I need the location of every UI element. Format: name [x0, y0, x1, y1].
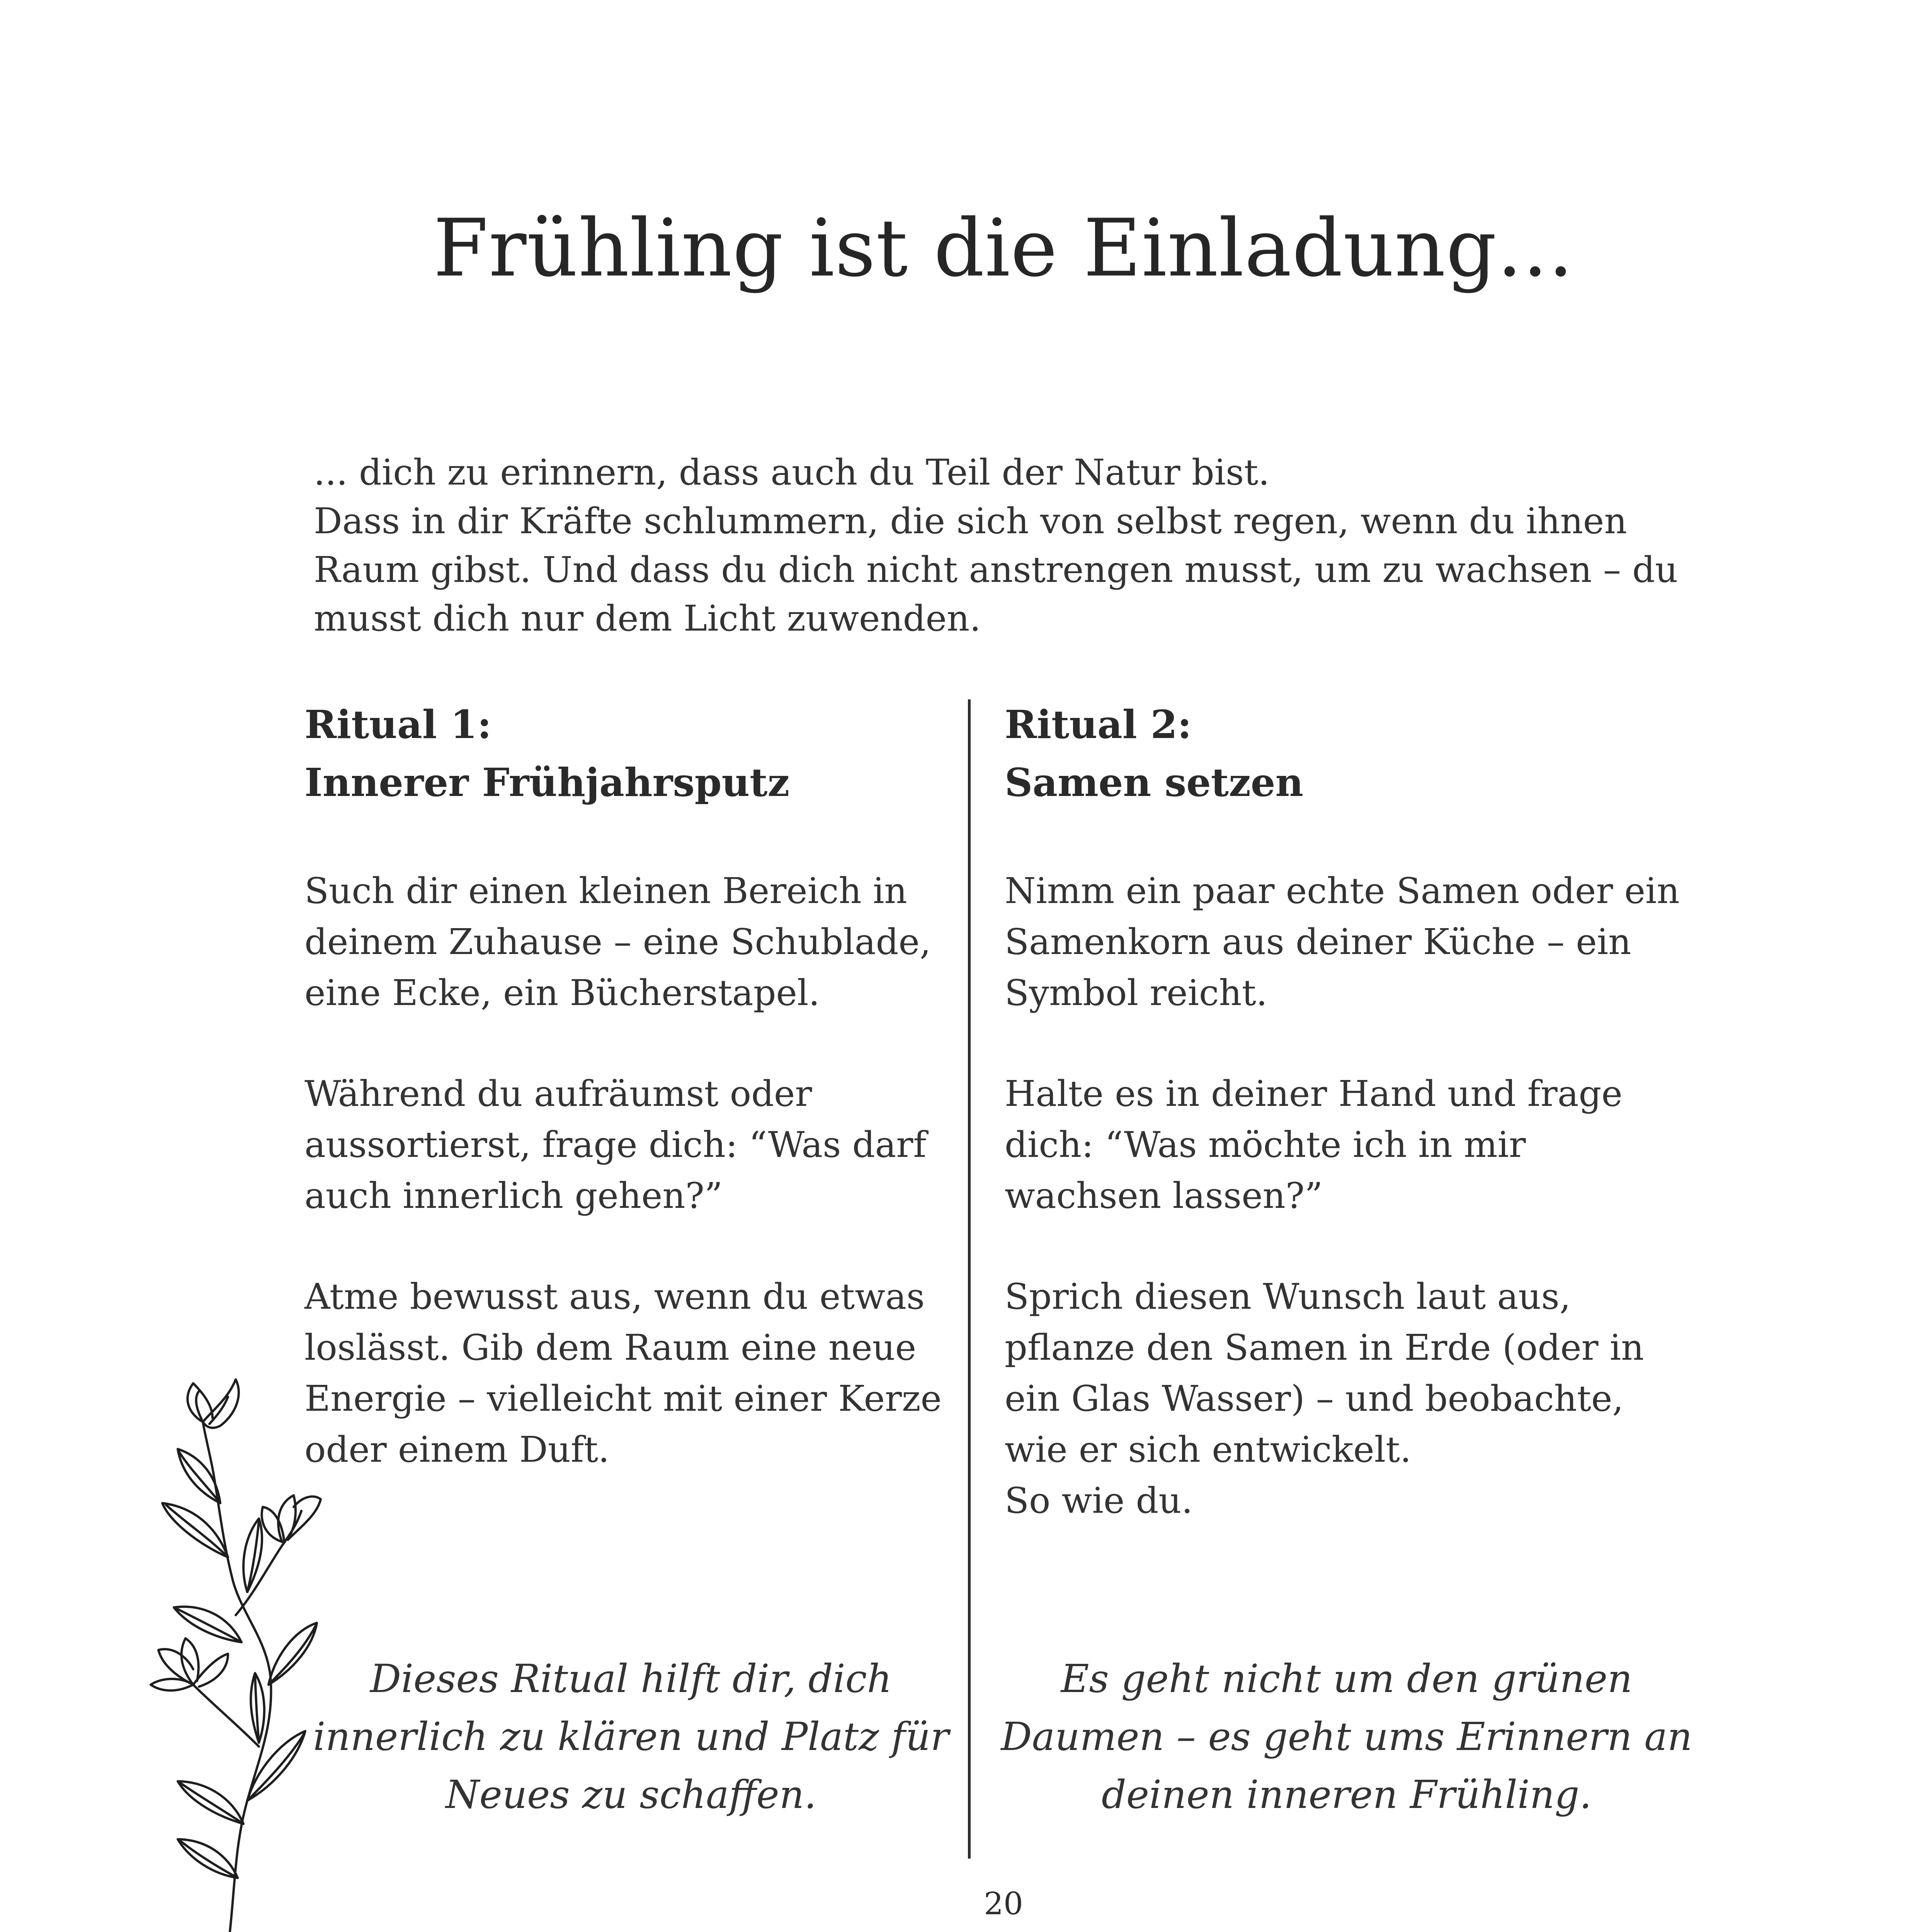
text-line: deinem Zuhause – eine Schublade, — [304, 921, 931, 963]
ritual-2-quote — [989, 1650, 1704, 1824]
page-number: 20 — [984, 1886, 1023, 1922]
text-line: eine Ecke, ein Bücherstapel. — [304, 972, 820, 1014]
ritual-2-number: Ritual 2: — [1005, 702, 1192, 747]
text-line: Samenkorn aus deiner Küche – ein — [1005, 921, 1631, 963]
ritual-2-paragraph — [1005, 866, 1680, 1019]
text-line: wie er sich entwickelt. — [1005, 1429, 1412, 1470]
quote-line: Daumen – es geht ums Erinnern an — [1001, 1714, 1692, 1759]
ritual-1-paragraph — [304, 1068, 926, 1221]
ritual-2-paragraph — [1005, 1068, 1622, 1221]
text-line: Sprich diesen Wunsch laut aus, — [1005, 1276, 1571, 1317]
text-line: auch innerlich gehen?” — [304, 1175, 723, 1216]
ritual-2-name: Samen setzen — [1005, 760, 1304, 805]
quote-line: deinen inneren Frühling. — [1101, 1772, 1592, 1817]
text-line: Such dir einen kleinen Bereich in — [304, 870, 907, 912]
ritual-1-name: Innerer Frühjahrsputz — [304, 760, 790, 805]
text-line: oder einem Duft. — [304, 1429, 610, 1470]
text-line: Halte es in deiner Hand und frage — [1005, 1073, 1622, 1114]
quote-line: Es geht nicht um den grünen — [1061, 1656, 1633, 1701]
text-line: ein Glas Wasser) – und beobachte, — [1005, 1378, 1624, 1419]
text-line: Symbol reicht. — [1005, 972, 1268, 1014]
ritual-2-heading — [1005, 696, 1719, 811]
text-line: Energie – vielleicht mit einer Kerze — [304, 1378, 942, 1419]
page-title: Frühling ist die Einladung... — [433, 202, 1574, 294]
intro-text — [314, 448, 1705, 643]
ritual-1-paragraph — [304, 866, 931, 1019]
intro-line: Raum gibst. Und dass du dich nicht anstrengen musst, um zu wachsen – du — [314, 549, 1678, 590]
text-line: Während du aufräumst oder — [304, 1073, 812, 1114]
text-line: wachsen lassen?” — [1005, 1175, 1323, 1216]
text-line: loslässt. Gib dem Raum eine neue — [304, 1327, 917, 1368]
ritual-1-heading — [304, 696, 957, 811]
ritual-1-column — [304, 696, 957, 1470]
column-divider — [968, 699, 971, 1859]
intro-line: musst dich nur dem Licht zuwenden. — [314, 598, 981, 639]
text-line: dich: “Was möchte ich in mir — [1005, 1124, 1526, 1165]
text-line: So wie du. — [1005, 1480, 1193, 1521]
text-line: Nimm ein paar echte Samen oder ein — [1005, 870, 1680, 912]
intro-line: Dass in dir Kräfte schlummern, die sich von selbst regen, wenn du ihnen — [314, 500, 1627, 542]
text-line: pflanze den Samen in Erde (oder in — [1005, 1327, 1644, 1368]
ritual-1-paragraph — [304, 1271, 942, 1475]
text-line: Atme bewusst aus, wenn du etwas — [304, 1276, 925, 1317]
quote-line: innerlich zu klären und Platz für — [313, 1714, 949, 1759]
text-line: aussortierst, frage dich: “Was darf — [304, 1124, 927, 1165]
ritual-2-column — [1005, 696, 1719, 1521]
ritual-1-number: Ritual 1: — [304, 702, 492, 747]
floral-branch-icon — [66, 1376, 336, 1932]
ritual-2-paragraph — [1005, 1271, 1644, 1526]
ritual-1-quote — [304, 1650, 957, 1824]
intro-line: ... dich zu erinnern, dass auch du Teil der Natur bist. — [314, 452, 1270, 493]
quote-line: Dieses Ritual hilft dir, dich — [370, 1656, 892, 1701]
quote-line: Neues zu schaffen. — [446, 1772, 816, 1817]
